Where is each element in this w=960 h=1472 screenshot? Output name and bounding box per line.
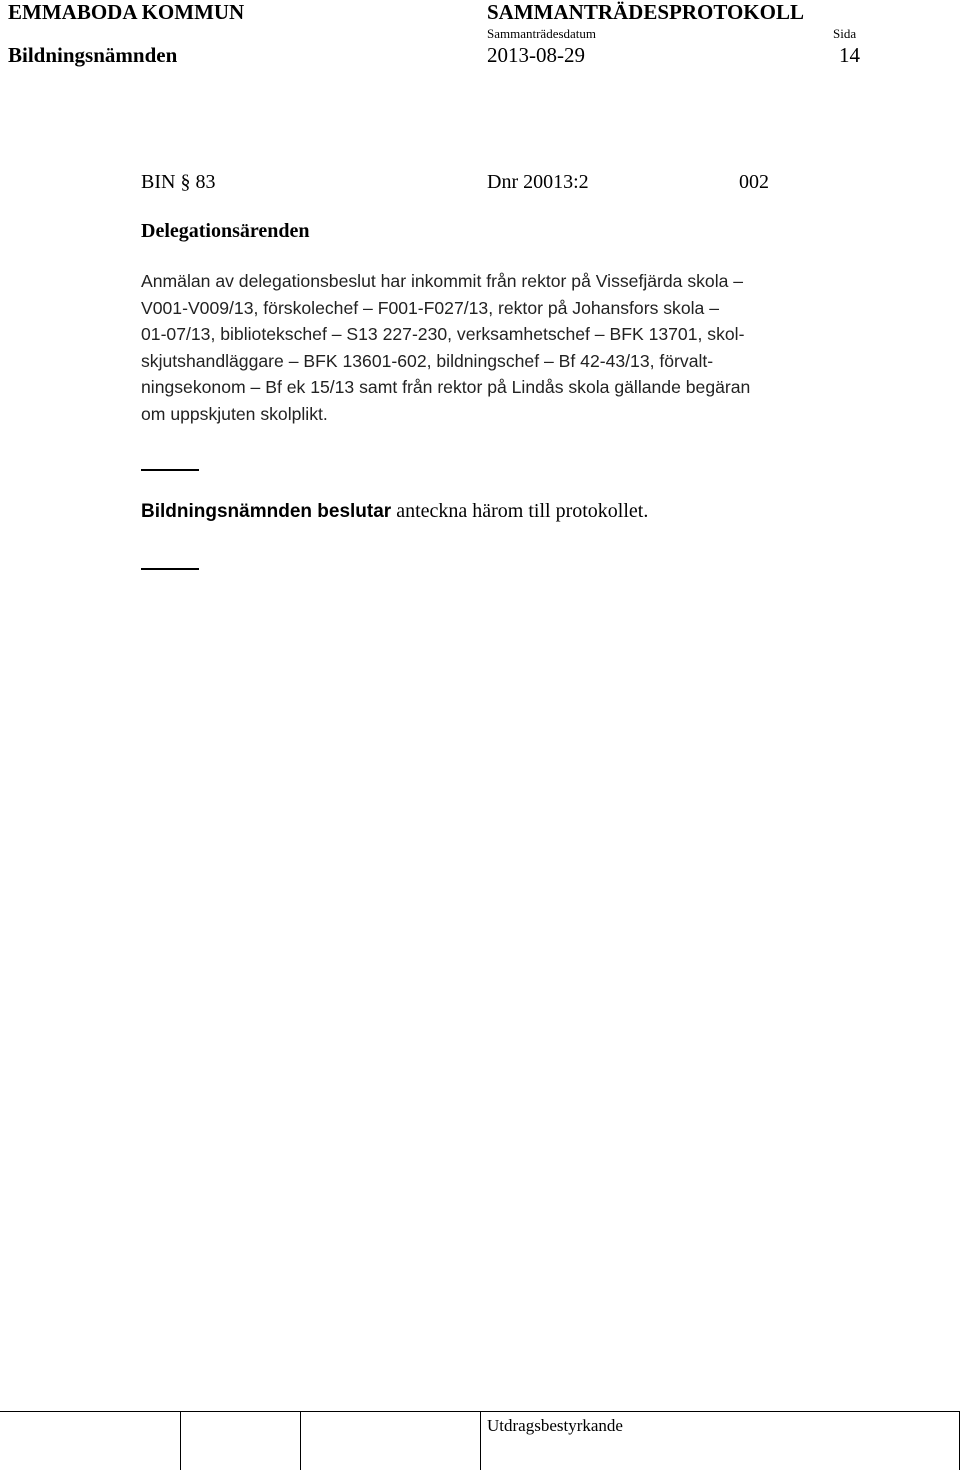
diary-number: Dnr 20013:2: [487, 171, 589, 193]
separator-line: [141, 469, 199, 471]
page-number: 14: [839, 43, 860, 67]
body-line: V001-V009/13, förskolechef – F001-F027/13, rektor på Johansfors skola –: [141, 297, 719, 318]
meeting-date: 2013-08-29: [487, 43, 585, 67]
document-type: SAMMANTRÄDESPROTOKOLL: [487, 0, 804, 24]
section-title: Delegationsärenden: [141, 220, 310, 242]
paragraph-number: BIN § 83: [141, 171, 216, 193]
body-line: om uppskjuten skolplikt.: [141, 403, 328, 424]
decision: [141, 499, 648, 524]
attestation-label: Utdragsbestyrkande: [487, 1416, 623, 1435]
footer-cell: [300, 1412, 481, 1470]
page-label: Sida: [833, 26, 857, 41]
footer-cell: [180, 1412, 301, 1470]
body-paragraph: [141, 268, 750, 428]
footer-cell-attestation: [480, 1412, 960, 1470]
separator-line: [141, 568, 199, 570]
body-line: 01-07/13, bibliotekschef – S13 227-230, verksamhetschef – BFK 13701, skol-: [141, 324, 745, 345]
committee-name: Bildningsnämnden: [8, 43, 178, 67]
decision-text: anteckna härom till protokollet.: [396, 500, 649, 522]
case-code: 002: [739, 171, 769, 193]
body-line: Anmälan av delegationsbeslut har inkommit från rektor på Vissefjärda skola –: [141, 271, 744, 291]
municipality-name: EMMABODA KOMMUN: [8, 0, 245, 24]
body-line: skjutshandläggare – BFK 13601-602, bildningschef – Bf 42-43/13, förvalt-: [141, 350, 714, 371]
footer-table: [0, 1411, 960, 1470]
body-line: ningsekonom – Bf ek 15/13 samt från rektor på Lindås skola gällande begäran: [141, 377, 751, 398]
date-label: Sammanträdesdatum: [487, 26, 597, 41]
decision-lead: Bildningsnämnden beslutar: [141, 501, 392, 522]
